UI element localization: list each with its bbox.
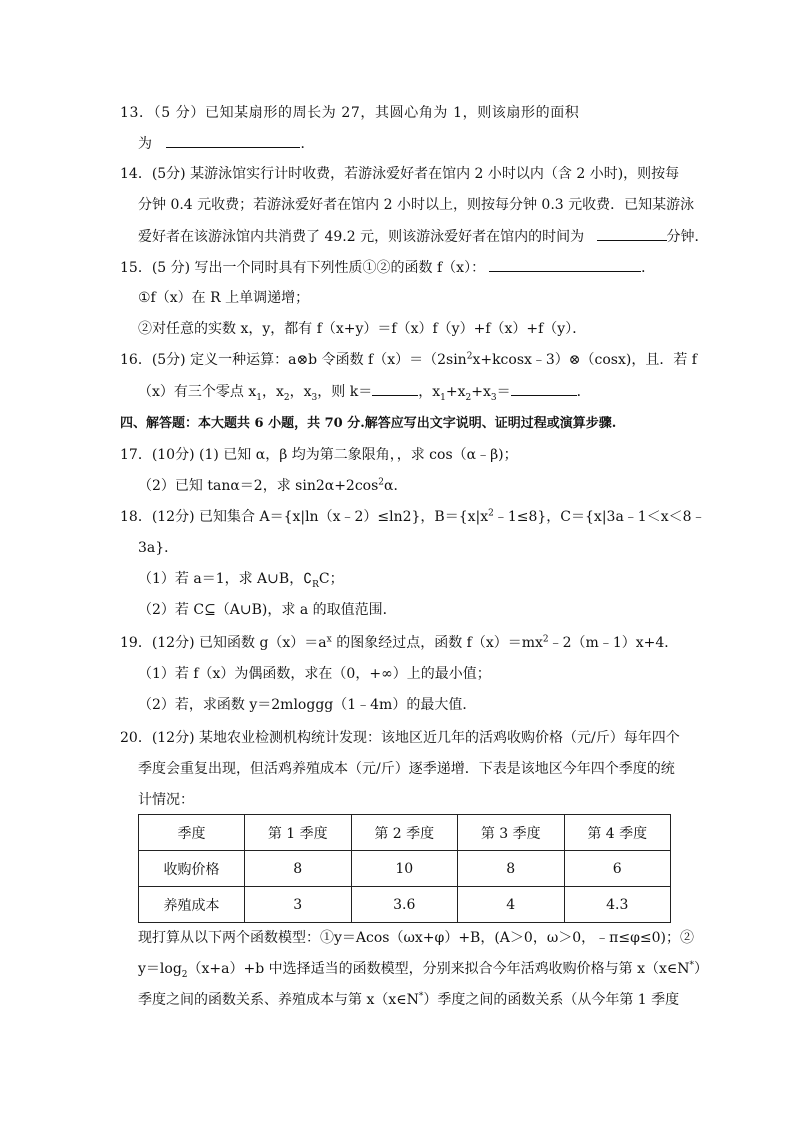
q18-sup: 2 — [488, 508, 494, 519]
q17-sup: 2 — [378, 477, 385, 488]
q16-sum-blank — [511, 381, 577, 396]
q18-l3-a: （1）若 a＝1，求 A∪B，∁ — [138, 571, 313, 587]
q16-sub1b: 1 — [440, 392, 446, 403]
q20-a2-a: y＝log — [138, 961, 182, 977]
table-row — [139, 851, 671, 887]
q19-l1-a: 19．(12分) 已知函数 g（x）＝a — [120, 635, 327, 651]
q16-sub2: 2 — [283, 392, 290, 403]
q17-l2-a: （2）已知 tanα＝2，求 sin2α+2cos — [138, 478, 379, 494]
statistics-table — [138, 814, 671, 923]
q13-answer-blank — [166, 133, 300, 148]
q14-suffix: 分钟． — [666, 229, 709, 245]
q18-l1-b: ﹣1≤8}，C＝{x|3a﹣1＜x＜8﹣ — [493, 509, 706, 525]
q17-line2 — [138, 476, 408, 496]
q16-line2 — [138, 381, 591, 402]
q20-a3-sup: * — [418, 991, 424, 1002]
q19-l1-b: 的图象经过点，函数 f（x）＝mx — [331, 635, 543, 651]
q16-l2-c: ，x — [289, 384, 312, 400]
q16-sup: 2 — [466, 351, 473, 362]
q18-line3 — [138, 569, 344, 589]
q18-sub: R — [312, 579, 319, 590]
table-row — [139, 887, 671, 923]
table-header-cell: 第 4 季度 — [564, 815, 671, 851]
q16-k-blank — [372, 381, 418, 396]
q16-text-b: x+kcosx﹣3）⊗（cosx)，且．若 f — [472, 352, 697, 368]
q19-line3: （2）若，求函数 y＝2mloggg（1﹣4m）的最大值． — [138, 697, 477, 713]
q16-l2-h: ＝ — [496, 384, 511, 400]
q16-l2-f: +x — [445, 384, 466, 400]
q15-prefix: 15．(5 分) 写出一个同时具有下列性质①②的函数 f（x）： — [120, 260, 486, 276]
q19-sup2: 2 — [542, 634, 549, 645]
table-header-row — [139, 815, 671, 851]
q15-property2: ②对任意的实数 x，y，都有 f（x+y）＝f（x）f（y）+f（x）+f（y）． — [138, 321, 587, 337]
table-cell: 养殖成本 — [139, 887, 245, 923]
q13-suffix: ． — [300, 136, 315, 152]
q20-a2-sub: 2 — [181, 969, 188, 980]
q14-answer-blank — [597, 226, 667, 241]
q18-l1-a: 18．(12分) 已知集合 A＝{x|ln（x﹣2）≤ln2}，B＝{x|x — [120, 509, 489, 525]
q19-line1 — [120, 633, 678, 653]
q18-line1 — [120, 507, 706, 527]
table-cell: 收购价格 — [139, 851, 245, 887]
q20-after-line3 — [138, 990, 679, 1010]
q15-line1 — [120, 257, 655, 278]
q14-line3 — [138, 226, 709, 247]
q20-after-line1: 现打算从以下两个函数模型：①y＝Acos（ωx+φ）+B，(A＞0，ω＞0，﹣π≤φ≤0)；② — [138, 930, 694, 946]
q20-line2: 季度会重复出现，但活鸡养殖成本（元/斤）逐季递增．下表是该地区今年四个季度的统 — [138, 761, 675, 777]
table-cell: 3 — [245, 887, 352, 923]
table-header-cell: 第 1 季度 — [245, 815, 352, 851]
q19-l1-c: ﹣2（m﹣1）x+4． — [548, 635, 679, 651]
q20-line3: 计情况： — [138, 792, 194, 808]
table-header-cell: 第 3 季度 — [458, 815, 565, 851]
table-cell: 6 — [564, 851, 671, 887]
q20-a2-c: ） — [693, 961, 708, 977]
q16-sub3b: 3 — [490, 392, 497, 403]
q20-after-line2 — [138, 959, 708, 979]
q18-line2: 3a}． — [138, 540, 179, 556]
q16-l2-e: ，x — [418, 384, 441, 400]
q16-sub3: 3 — [311, 392, 318, 403]
q20-a2-sup: * — [689, 960, 694, 971]
section-heading: 四、解答题：本大题共 6 小题，共 70 分.解答应写出文字说明、证明过程或演算步骤. — [120, 416, 617, 431]
table-cell: 10 — [351, 851, 458, 887]
q20-a3-a: 季度之间的函数关系、养殖成本与第 x（x∈N — [138, 992, 419, 1008]
q16-l2-g: +x — [471, 384, 491, 400]
table-cell: 3.6 — [351, 887, 458, 923]
q13-line1: 13．（5 分）已知某扇形的周长为 27，其圆心角为 1，则该扇形的面积 — [120, 105, 580, 121]
q16-l2-b: ，x — [261, 384, 284, 400]
table-cell: 4 — [458, 887, 565, 923]
q13-prefix: 为 — [138, 136, 152, 152]
q16-sub2b: 2 — [465, 392, 472, 403]
q14-line2: 分钟 0.4 元收费；若游泳爱好者在馆内 2 小时以上，则按每分钟 0.3 元收费．已知某游泳 — [138, 197, 695, 213]
q16-l2-d: ，则 k＝ — [317, 384, 373, 400]
q20-a2-b: （x+a）+b 中选择适当的函数模型，分别来拟合今年活鸡收购价格与第 x（x∈N — [187, 961, 690, 977]
q17-l2-b: α． — [384, 478, 408, 494]
table-cell: 8 — [245, 851, 352, 887]
q20-a3-b: ）季度之间的函数关系（从今年第 1 季度 — [423, 992, 680, 1008]
q17-line1: 17．(10分) (1) 已知 α，β 均为第二象限角，，求 cos（α﹣β)； — [120, 447, 518, 463]
q15-property1: ①f（x）在 R 上单调递增； — [138, 290, 310, 306]
q19-sup1: x — [326, 634, 332, 645]
table-header-cell: 季度 — [139, 815, 245, 851]
q14-prefix: 爱好者在该游泳馆内共消费了 49.2 元，则该游泳爱好者在馆内的时间为 — [138, 229, 585, 245]
q14-line1: 14．(5分) 某游泳馆实行计时收费，若游泳爱好者在馆内 2 小时以内（含 2 小时)，则按每 — [120, 166, 680, 182]
table-cell: 8 — [458, 851, 565, 887]
q16-l2-i: ． — [576, 384, 591, 400]
q15-answer-blank — [489, 257, 641, 272]
q19-line2: （1）若 f（x）为偶函数，求在（0，+∞）上的最小值； — [138, 666, 491, 682]
q16-line1 — [120, 350, 697, 370]
q16-text-a: 16．(5分) 定义一种运算：a⊗b 令函数 f（x）＝（2sin — [120, 352, 467, 368]
q16-sub1: 1 — [256, 392, 262, 403]
q16-l2-a: （x）有三个零点 x — [138, 384, 257, 400]
table-cell: 4.3 — [564, 887, 671, 923]
table-header-cell: 第 2 季度 — [351, 815, 458, 851]
q15-suffix: ． — [641, 260, 656, 276]
q13-line2 — [138, 133, 314, 154]
q20-line1: 20．(12分) 某地农业检测机构统计发现：该地区近几年的活鸡收购价格（元/斤）每年四个 — [120, 730, 680, 746]
q18-line4: （2）若 C⊆（A∪B)，求 a 的取值范围． — [138, 602, 397, 618]
q18-l3-b: C； — [318, 571, 344, 587]
